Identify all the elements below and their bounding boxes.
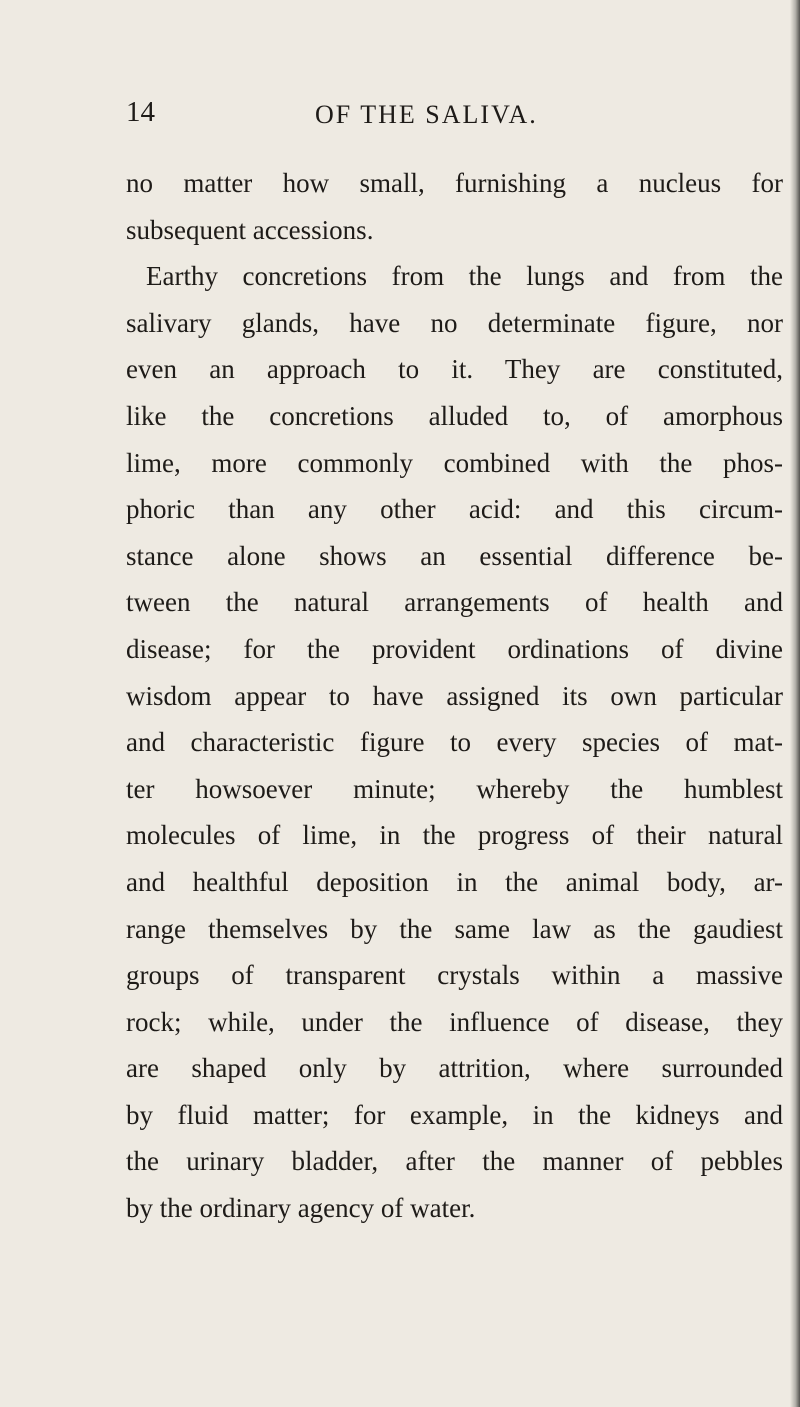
page-number: 14 [126,96,155,128]
text-line: subsequent accessions. [126,214,374,245]
text-line: disease; for the provident ordinations of divine [126,633,783,664]
page-header [126,92,786,142]
text-line: tween the natural arrangements of health and [126,587,783,618]
text-line: Earthy concretions from the lungs and from the [146,261,783,292]
text-line: and characteristic figure to every species of mat- [126,727,783,758]
body-text [126,160,783,1232]
text-line: and healthful deposition in the animal body, ar- [126,866,783,897]
text-line: phoric than any other acid: and this circum- [126,494,783,525]
text-line: even an approach to it. They are constituted, [126,354,783,385]
text-line: no matter how small, furnishing a nucleus for [126,168,783,198]
text-line: by fluid matter; for example, in the kidneys and [126,1099,783,1130]
text-line: ter howsoever minute; whereby the humblest [126,773,783,804]
text-line: molecules of lime, in the progress of their natural [126,820,783,851]
page-edge-shadow [790,0,800,1407]
text-line: like the concretions alluded to, of amorphous [126,400,783,431]
text-line: range themselves by the same law as the gaudiest [126,913,783,944]
text-line: salivary glands, have no determinate figure, nor [126,307,783,338]
text-line: are shaped only by attrition, where surrounded [126,1053,783,1084]
text-line: by the ordinary agency of water. [126,1193,476,1224]
text-line: wisdom appear to have assigned its own particular [126,680,783,711]
text-line: lime, more commonly combined with the phos- [126,447,783,478]
text-line: groups of transparent crystals within a massive [126,960,783,991]
text-line: the urinary bladder, after the manner of pebbles [126,1146,783,1177]
text-line: stance alone shows an essential difference be- [126,540,783,571]
text-line: rock; while, under the influence of disease, they [126,1006,783,1037]
running-head: OF THE SALIVA. [315,100,538,129]
